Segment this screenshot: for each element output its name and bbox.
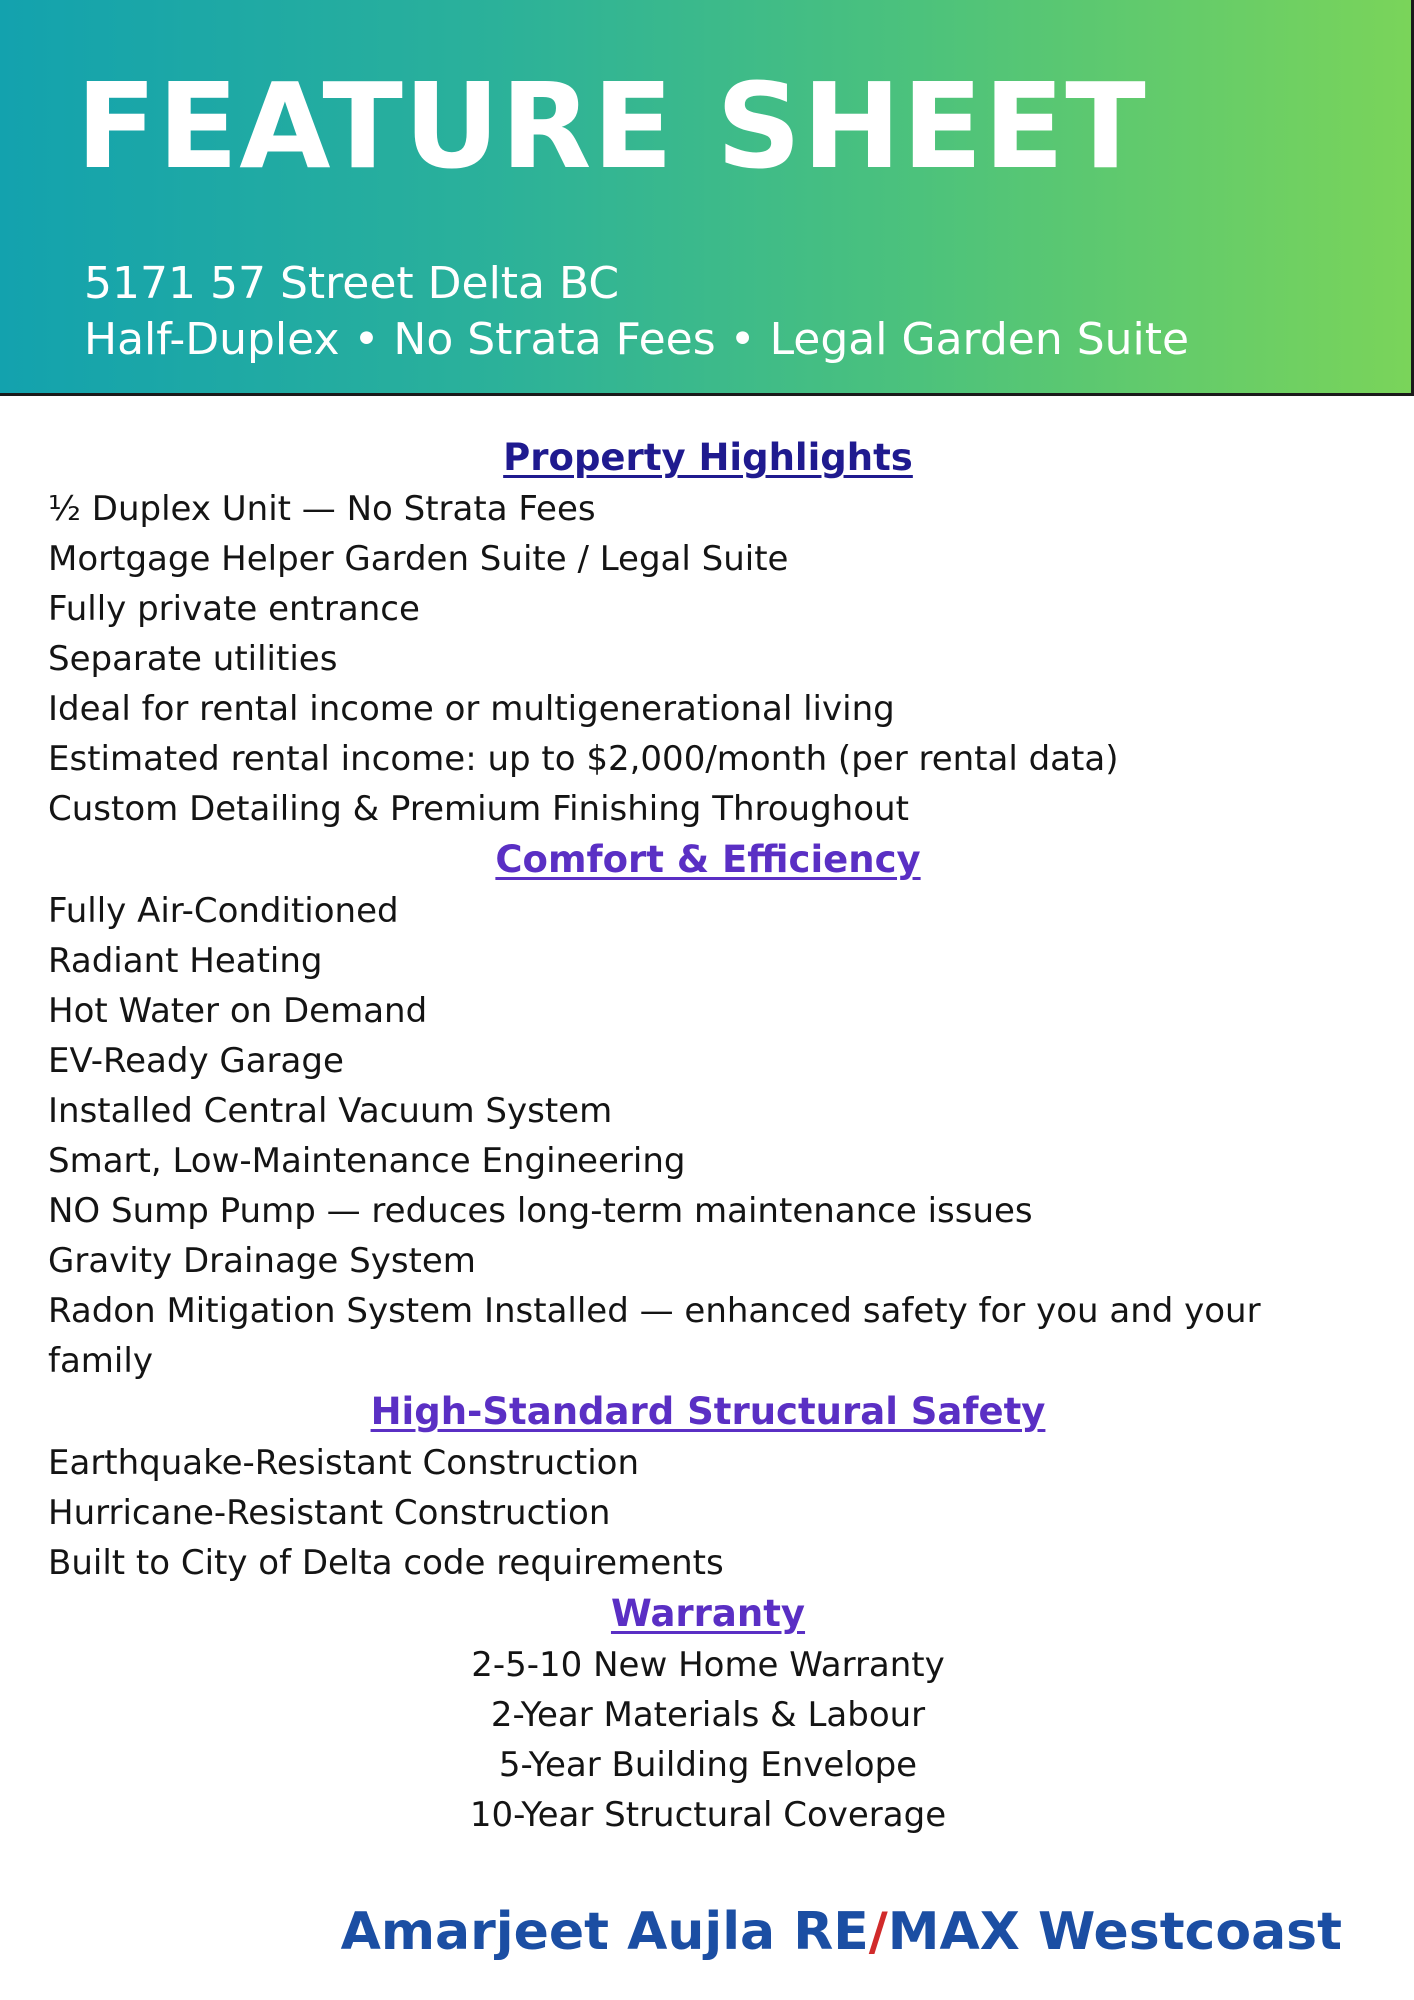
section-warranty bbox=[48, 1588, 1368, 1840]
page-title: FEATURE SHEET bbox=[76, 57, 1147, 195]
list-item: NO Sump Pump — reduces long-term maintenance issues bbox=[48, 1191, 1033, 1231]
header-banner bbox=[0, 0, 1414, 396]
list-item: Installed Central Vacuum System bbox=[48, 1091, 613, 1131]
remax-slash: / bbox=[868, 1902, 888, 1962]
section-structural-safety bbox=[48, 1386, 1368, 1588]
list-item: EV-Ready Garage bbox=[48, 1041, 344, 1081]
warranty-list bbox=[48, 1640, 1368, 1840]
property-tagline: Half-Duplex • No Strata Fees • Legal Garden Suite bbox=[84, 314, 1190, 365]
list-item: 2-Year Materials & Labour bbox=[490, 1695, 926, 1735]
list-item: Hurricane-Resistant Construction bbox=[48, 1493, 611, 1533]
list-item: Built to City of Delta code requirements bbox=[48, 1543, 724, 1583]
list-item: Radon Mitigation System Installed — enhanced safety for you and your family bbox=[48, 1291, 1261, 1381]
list-item: Radiant Heating bbox=[48, 941, 323, 981]
section-property-highlights bbox=[48, 432, 1368, 834]
comfort-efficiency-list bbox=[48, 886, 1368, 1386]
list-item: ½ Duplex Unit — No Strata Fees bbox=[48, 489, 596, 529]
list-item: Fully private entrance bbox=[48, 589, 420, 629]
property-address: 5171 57 Street Delta BC bbox=[84, 258, 620, 309]
list-item: 2-5-10 New Home Warranty bbox=[471, 1645, 945, 1685]
list-item: 5-Year Building Envelope bbox=[498, 1745, 918, 1785]
list-item: Gravity Drainage System bbox=[48, 1241, 476, 1281]
list-item: Mortgage Helper Garden Suite / Legal Suite bbox=[48, 539, 789, 579]
section-heading-comfort-efficiency: Comfort & Efficiency bbox=[495, 838, 921, 881]
feature-content bbox=[48, 432, 1368, 1840]
section-heading-property-highlights: Property Highlights bbox=[503, 436, 913, 479]
list-item: Fully Air-Conditioned bbox=[48, 891, 399, 931]
section-comfort-efficiency bbox=[48, 834, 1368, 1386]
section-heading-warranty: Warranty bbox=[610, 1592, 806, 1635]
brokerage-name: MAX Westcoast bbox=[887, 1902, 1342, 1962]
list-item: Ideal for rental income or multigenerational living bbox=[48, 689, 895, 729]
list-item: Earthquake-Resistant Construction bbox=[48, 1443, 640, 1483]
list-item: Hot Water on Demand bbox=[48, 991, 428, 1031]
list-item: Custom Detailing & Premium Finishing Throughout bbox=[48, 789, 909, 829]
section-heading-structural-safety: High-Standard Structural Safety bbox=[370, 1390, 1046, 1433]
list-item: 10-Year Structural Coverage bbox=[469, 1795, 947, 1835]
list-item: Separate utilities bbox=[48, 639, 338, 679]
list-item: Smart, Low-Maintenance Engineering bbox=[48, 1141, 686, 1181]
structural-safety-list bbox=[48, 1438, 1368, 1588]
list-item: Estimated rental income: up to $2,000/month (per rental data) bbox=[48, 739, 1119, 779]
agent-name: Amarjeet Aujla RE bbox=[340, 1902, 869, 1962]
property-highlights-list bbox=[48, 484, 1368, 834]
agent-brokerage bbox=[341, 1900, 1342, 1964]
